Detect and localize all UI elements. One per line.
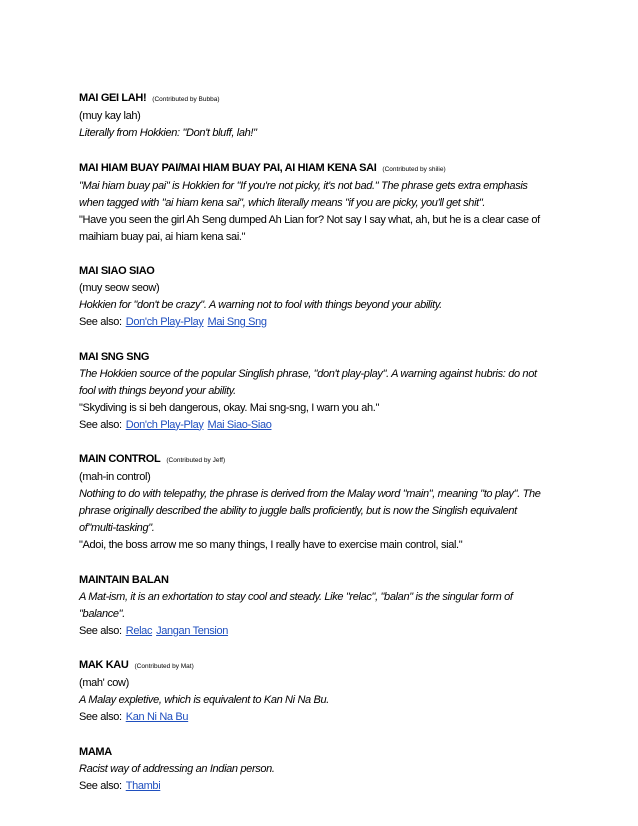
entry-term: MAI SNG SNG (79, 350, 150, 363)
glossary-entry (79, 744, 589, 795)
entry-heading (79, 90, 589, 108)
entry-text-line: (mah-in control) (79, 471, 151, 483)
entry-definition-line: Nothing to do with telepathy, the phrase is derived from the Malay word "main", meaning "to play". The (79, 488, 541, 500)
see-also-line (79, 314, 589, 331)
glossary-page (79, 90, 589, 812)
entry-term: MAI GEI LAH! (79, 92, 147, 104)
glossary-entry (79, 160, 589, 246)
glossary-entry (79, 349, 589, 434)
glossary-entry (79, 451, 589, 554)
entry-text-line: (muy seow seow) (79, 282, 160, 294)
entry-term: MAINTAIN BALAN (79, 573, 169, 586)
entry-text-line: (mah' cow) (79, 677, 129, 689)
see-also-label: See also: (79, 418, 122, 431)
entry-definition-line: Hokkien for "don't be crazy". A warning not to fool with things beyond your ability. (79, 299, 442, 311)
entry-definition-line: "Mai hiam buay pai" is Hokkien for "If you're not picky, it's not bad." The phrase gets extra emphasis (79, 179, 528, 192)
entry-text-line: "Adoi, the boss arrow me so many things, I really have to exercise main control, sial." (79, 539, 463, 551)
entry-term: MAMA (79, 745, 112, 758)
entry-contributor: (Contributed by Bubba) (152, 96, 220, 103)
entry-term: MAI HIAM BUAY PAI/MAI HIAM BUAY PAI, AI HIAM KENA SAI (79, 161, 377, 174)
entry-definition-line: Literally from Hokkien: "Don't bluff, lah!" (79, 127, 257, 139)
see-also-line (79, 623, 589, 640)
glossary-entry (79, 572, 589, 640)
entry-contributor: (Contributed by Jeff) (166, 457, 226, 464)
entry-text-line: maihiam buay pai, ai hiam kena sai." (79, 230, 246, 243)
entry-text-line: (muy kay lah) (79, 110, 141, 122)
entry-heading (79, 744, 589, 761)
entry-heading (79, 572, 589, 589)
entry-definition-line: fool with things beyond your ability. (79, 384, 236, 397)
entry-definition-line: when tagged with "ai hiam kena sai", which literally means "if you are picky, you'll get shit". (79, 196, 486, 209)
entry-definition-line: A Malay expletive, which is equivalent to Kan Ni Na Bu. (79, 694, 329, 706)
see-also-label: See also: (79, 624, 122, 637)
entry-definition-line: phrase originally described the ability to juggle balls proficiently, but is now the Singlish equivalent (79, 505, 517, 517)
entry-definition-line: A Mat-ism, it is an exhortation to stay cool and steady. Like "relac", "balan" is the singular form of (79, 590, 513, 603)
entry-heading (79, 451, 589, 469)
see-also-link[interactable]: Don'ch Play-Play (125, 418, 204, 431)
see-also-line (79, 778, 589, 795)
entry-heading (79, 263, 589, 280)
see-also-line (79, 709, 589, 726)
glossary-entry (79, 90, 589, 142)
entry-definition-line: of"multi-tasking". (79, 522, 155, 534)
see-also-link[interactable]: Mai Siao-Siao (207, 418, 272, 431)
entry-definition-line: "balance". (79, 607, 125, 620)
see-also-link[interactable]: Jangan Tension (156, 624, 229, 637)
see-also-label: See also: (79, 779, 122, 792)
entry-heading (79, 349, 589, 366)
entry-contributor: (Contributed by Mat) (134, 663, 194, 670)
entry-term: MAI SIAO SIAO (79, 265, 155, 277)
see-also-line (79, 417, 589, 434)
glossary-entry (79, 657, 589, 726)
entry-term: MAK KAU (79, 659, 129, 671)
glossary-entry (79, 263, 589, 331)
entry-definition-line: Racist way of addressing an Indian person. (79, 762, 275, 775)
see-also-label: See also: (79, 711, 122, 723)
entry-term: MAIN CONTROL (79, 453, 161, 465)
see-also-link[interactable]: Thambi (125, 779, 161, 792)
see-also-label: See also: (79, 316, 122, 328)
see-also-link[interactable]: Relac (125, 624, 153, 637)
see-also-link[interactable]: Kan Ni Na Bu (125, 711, 189, 723)
entry-contributor: (Contributed by shilie) (382, 165, 446, 173)
entry-heading (79, 657, 589, 675)
see-also-link[interactable]: Mai Sng Sng (207, 316, 267, 328)
entry-text-line: "Skydiving is si beh dangerous, okay. Mai sng-sng, I warn you ah." (79, 401, 380, 414)
entry-text-line: "Have you seen the girl Ah Seng dumped Ah Lian for? Not say I say what, ah, but he is a clear case of (79, 213, 540, 226)
entry-heading (79, 160, 589, 178)
see-also-link[interactable]: Don'ch Play-Play (125, 316, 204, 328)
entry-definition-line: The Hokkien source of the popular Singlish phrase, "don't play-play". A warning against hubris: do not (79, 367, 537, 380)
